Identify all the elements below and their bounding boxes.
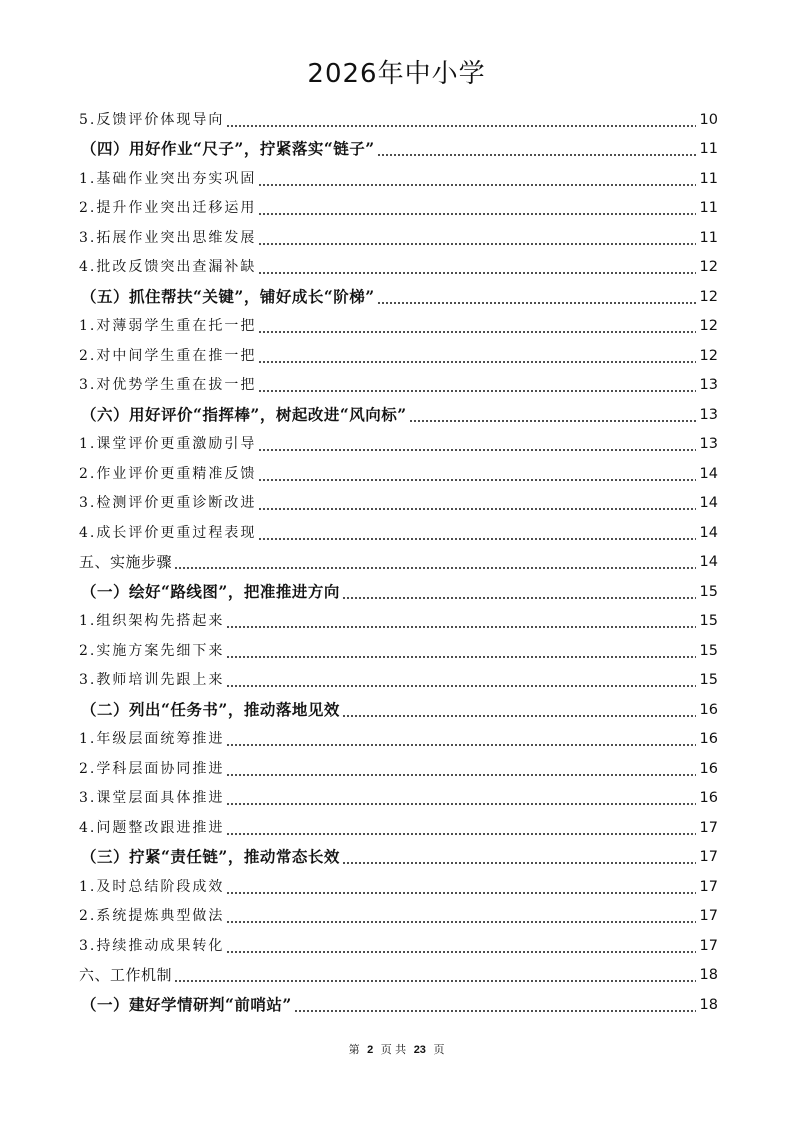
toc-dot-leader [258, 198, 696, 216]
toc-entry[interactable] [79, 720, 718, 750]
toc-entry-page-number: 14 [699, 554, 718, 570]
toc-entry-title: 5.反馈评价体现导向 [79, 111, 225, 128]
toc-entry[interactable] [79, 189, 718, 219]
toc-entry-page-number: 16 [699, 760, 718, 777]
toc-dot-leader [342, 700, 696, 718]
toc-entry-title: 3.拓展作业突出思维发展 [79, 229, 257, 246]
footer-prefix: 第 [348, 1043, 360, 1056]
toc-entry[interactable] [79, 513, 718, 543]
toc-dot-leader [258, 346, 696, 364]
toc-entry-page-number: 15 [699, 613, 718, 629]
toc-entry-page-number: 11 [699, 200, 718, 216]
toc-dot-leader [258, 464, 696, 482]
toc-entry-page-number: 15 [699, 642, 718, 659]
toc-entry-page-number: 12 [699, 259, 718, 275]
toc-entry-title: 六、工作机制 [79, 966, 173, 984]
toc-entry[interactable] [79, 779, 718, 809]
toc-entry[interactable] [79, 218, 718, 248]
toc-dot-leader [226, 729, 696, 747]
table-of-contents [79, 100, 718, 1015]
toc-entry-page-number: 10 [699, 111, 718, 128]
toc-dot-leader [174, 552, 696, 570]
toc-entry[interactable] [79, 425, 718, 455]
toc-dot-leader [409, 405, 696, 423]
toc-entry-page-number: 17 [699, 819, 718, 836]
toc-dot-leader [226, 641, 696, 659]
toc-entry-title: （六）用好评价“指挥棒”，树起改进“风向标” [81, 404, 407, 424]
toc-entry-title: 2.对中间学生重在推一把 [79, 347, 257, 364]
toc-entry-title: 4.问题整改跟进推进 [79, 819, 225, 836]
toc-entry-page-number: 11 [699, 229, 718, 246]
toc-entry-title: （二）列出“任务书”，推动落地见效 [81, 699, 340, 719]
toc-entry-page-number: 13 [699, 377, 718, 393]
toc-entry-title: （一）建好学情研判“前哨站” [81, 994, 292, 1014]
toc-entry[interactable] [79, 277, 718, 307]
toc-entry-page-number: 18 [699, 967, 718, 983]
footer-middle: 页 共 [380, 1043, 407, 1056]
toc-dot-leader [342, 582, 696, 600]
toc-entry-title: 五、实施步骤 [79, 553, 173, 571]
toc-dot-leader [258, 316, 696, 334]
toc-entry-page-number: 17 [699, 878, 718, 895]
toc-entry[interactable] [79, 454, 718, 484]
toc-dot-leader [174, 965, 696, 983]
toc-dot-leader [226, 818, 696, 836]
toc-entry[interactable] [79, 808, 718, 838]
toc-dot-leader [377, 139, 696, 157]
toc-dot-leader [258, 257, 696, 275]
toc-entry-page-number: 17 [699, 849, 718, 865]
toc-entry-title: （五）抓住帮扶“关键”，铺好成长“阶梯” [81, 286, 375, 306]
toc-entry-page-number: 15 [699, 583, 718, 600]
toc-entry-page-number: 15 [699, 672, 718, 688]
toc-dot-leader [258, 434, 696, 452]
toc-entry-page-number: 14 [699, 465, 718, 482]
toc-entry-title: 2.实施方案先细下来 [79, 642, 225, 659]
toc-entry-page-number: 16 [699, 731, 718, 747]
toc-entry-title: （四）用好作业“尺子”，拧紧落实“链子” [81, 139, 375, 158]
toc-dot-leader [258, 169, 696, 187]
toc-entry[interactable] [79, 926, 718, 956]
toc-entry-title: 4.批改反馈突出查漏补缺 [79, 259, 257, 275]
toc-entry-title: 2.系统提炼典型做法 [79, 908, 225, 924]
toc-entry[interactable] [79, 572, 718, 602]
toc-entry-title: 3.检测评价更重诊断改进 [79, 495, 257, 511]
toc-dot-leader [226, 611, 696, 629]
toc-entry[interactable] [79, 366, 718, 396]
toc-entry-title: 1.及时总结阶段成效 [79, 878, 225, 895]
toc-entry[interactable] [79, 661, 718, 691]
toc-entry[interactable] [79, 838, 718, 868]
toc-entry[interactable] [79, 956, 718, 986]
page-footer [0, 1042, 793, 1058]
toc-entry[interactable] [79, 543, 718, 573]
toc-dot-leader [258, 493, 696, 511]
toc-dot-leader [226, 110, 696, 128]
footer-suffix: 页 [433, 1043, 445, 1056]
toc-entry[interactable] [79, 248, 718, 278]
toc-entry-title: 4.成长评价更重过程表现 [79, 524, 257, 541]
toc-entry-page-number: 11 [699, 141, 718, 157]
toc-dot-leader [258, 375, 696, 393]
toc-entry[interactable] [79, 100, 718, 130]
toc-entry[interactable] [79, 130, 718, 160]
toc-dot-leader [258, 523, 696, 541]
toc-entry[interactable] [79, 484, 718, 514]
toc-entry-title: 3.持续推动成果转化 [79, 937, 225, 954]
toc-dot-leader [294, 995, 696, 1013]
toc-entry-title: 3.教师培训先跟上来 [79, 672, 225, 688]
toc-entry-title: 1.组织架构先搭起来 [79, 613, 225, 629]
toc-entry-page-number: 11 [699, 170, 718, 187]
toc-dot-leader [226, 759, 696, 777]
toc-entry[interactable] [79, 307, 718, 337]
toc-entry-title: 1.课堂评价更重激励引导 [79, 436, 257, 452]
toc-entry[interactable] [79, 690, 718, 720]
toc-entry[interactable] [79, 395, 718, 425]
toc-dot-leader [377, 287, 696, 305]
toc-entry-title: （一）绘好“路线图”，把准推进方向 [81, 581, 340, 601]
toc-dot-leader [342, 847, 696, 865]
toc-entry-page-number: 13 [699, 406, 718, 423]
toc-dot-leader [226, 788, 696, 806]
toc-entry[interactable] [79, 159, 718, 189]
toc-entry-title: 2.作业评价更重精准反馈 [79, 465, 257, 482]
toc-dot-leader [258, 228, 696, 246]
toc-entry-title: 1.年级层面统筹推进 [79, 731, 225, 747]
toc-entry-page-number: 14 [699, 524, 718, 541]
toc-entry-page-number: 18 [699, 996, 718, 1013]
toc-entry[interactable] [79, 985, 718, 1015]
toc-entry-page-number: 12 [699, 318, 718, 334]
toc-dot-leader [226, 877, 696, 895]
toc-entry-page-number: 16 [699, 790, 718, 806]
document-title: 2026年中小学 [307, 59, 486, 89]
toc-entry[interactable] [79, 897, 718, 927]
toc-entry-page-number: 17 [699, 937, 718, 954]
toc-entry-title: 3.对优势学生重在拔一把 [79, 377, 257, 393]
toc-entry-page-number: 12 [699, 288, 718, 305]
toc-entry[interactable] [79, 867, 718, 897]
toc-dot-leader [226, 906, 696, 924]
footer-total-pages: 23 [413, 1044, 426, 1056]
toc-dot-leader [226, 936, 696, 954]
footer-current-page: 2 [367, 1044, 374, 1056]
toc-entry[interactable] [79, 602, 718, 632]
toc-entry-title: 3.课堂层面具体推进 [79, 790, 225, 806]
toc-entry-title: 1.对薄弱学生重在托一把 [79, 318, 257, 334]
toc-entry-title: 1.基础作业突出夯实巩固 [79, 170, 257, 187]
toc-dot-leader [226, 670, 696, 688]
toc-entry[interactable] [79, 336, 718, 366]
toc-entry-page-number: 12 [699, 347, 718, 364]
toc-entry-page-number: 17 [699, 908, 718, 924]
toc-entry-page-number: 16 [699, 701, 718, 718]
toc-entry-page-number: 13 [699, 436, 718, 452]
toc-entry-title: 2.学科层面协同推进 [79, 760, 225, 777]
toc-entry-page-number: 14 [699, 495, 718, 511]
toc-entry-title: 2.提升作业突出迁移运用 [79, 200, 257, 216]
toc-entry[interactable] [79, 749, 718, 779]
toc-entry-title: （三）拧紧“责任链”，推动常态长效 [81, 847, 340, 866]
toc-entry[interactable] [79, 631, 718, 661]
